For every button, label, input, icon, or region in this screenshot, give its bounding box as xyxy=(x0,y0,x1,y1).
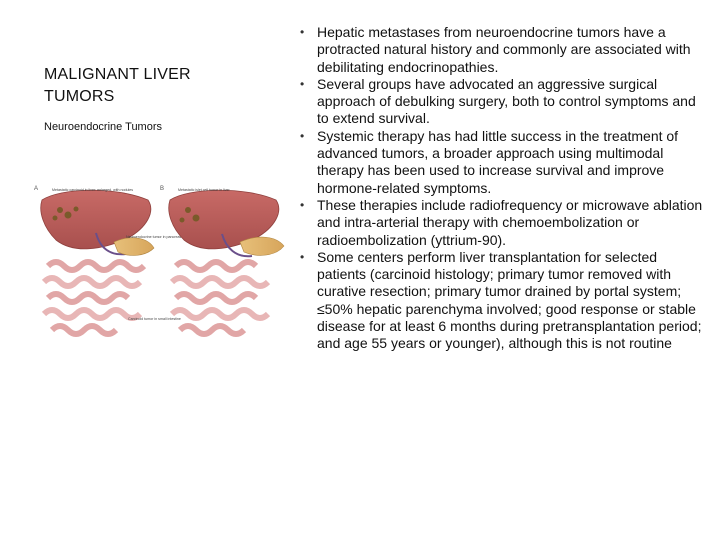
metastasis-nodule xyxy=(193,215,200,222)
bullet-marker: • xyxy=(300,249,305,264)
intestine-loop xyxy=(52,326,116,334)
bullet-marker: • xyxy=(300,76,305,91)
metastasis-nodule xyxy=(53,216,58,221)
bullet-item xyxy=(296,24,708,76)
bullet-marker: • xyxy=(300,25,305,39)
intestine-loop xyxy=(176,262,256,270)
intestine-loop xyxy=(180,326,244,334)
bullet-text: Some centers perform liver transplantation for selected patients (carcinoid histology; primary tumor removed with curative resection; primary tumor drained by portal system; ≤50% hepatic parenchyma involved; good response or stable disease for at least 6 months during pretransplantation period; and age 55 years or younger), although this is not routine xyxy=(317,248,702,352)
metastasis-nodule xyxy=(57,207,63,213)
bullet-item xyxy=(296,197,708,249)
panel-a-label-bottom: Carcinoid tumor in small intestine xyxy=(128,317,181,321)
panel-a-label-mid: Neuroendocrine tumor in pancreas xyxy=(126,235,182,239)
metastasis-nodule xyxy=(180,218,185,223)
bullet-text: These therapies include radiofrequency or microwave ablation and intra-arterial therapy with chemoembolization or radioembolization (yttrium-90). xyxy=(317,196,703,248)
bullet-marker: • xyxy=(300,197,305,212)
slide-subtitle: Neuroendocrine Tumors xyxy=(44,121,163,133)
bullet-item xyxy=(296,128,708,197)
metastasis-nodule xyxy=(74,207,79,212)
pancreas-a xyxy=(114,238,154,256)
metastasis-nodule xyxy=(185,207,191,213)
bullet-text: Hepatic metastases from neuroendocrine tumors have a protracted natural history and commonly are associated with debilitating endocrinopathies. xyxy=(317,24,691,75)
metastasis-nodule xyxy=(65,212,72,219)
bullet-text: Several groups have advocated an aggressive surgical approach of debulking surgery, both to control symptoms and to extend survival. xyxy=(317,75,696,127)
panel-a-letter: A xyxy=(34,186,39,192)
panel-b-letter: B xyxy=(160,186,165,192)
bullet-item xyxy=(296,249,708,353)
illustration-svg xyxy=(30,178,300,350)
pancreas-b xyxy=(240,237,284,255)
bullet-marker: • xyxy=(300,128,305,143)
intestine-loop xyxy=(48,294,128,302)
intestine-loop xyxy=(176,294,256,302)
bullet-list xyxy=(296,24,708,353)
intestine-loop xyxy=(172,278,268,286)
panel-a xyxy=(34,186,182,334)
panel-a-label-top: Metastatic carcinoid in liver: enlarged, with nodules xyxy=(52,188,134,192)
liver-tumor-illustration xyxy=(30,178,300,350)
slide-title: MALIGNANT LIVER TUMORS xyxy=(44,66,191,105)
intestine-loop xyxy=(172,310,268,318)
panel-b xyxy=(160,186,284,334)
intestine-loop xyxy=(48,262,144,270)
intestine-loop xyxy=(44,310,140,318)
bullet-item xyxy=(296,76,708,128)
panel-b-label-top: Metastatic islet cell tumor in liver xyxy=(178,188,230,192)
intestine-loop xyxy=(44,278,140,286)
bullet-text: Systemic therapy has had little success in the treatment of advanced tumors, a broader approach using multimodal therapy has been used to increase survival and improve hormone-related symptoms. xyxy=(317,127,679,196)
